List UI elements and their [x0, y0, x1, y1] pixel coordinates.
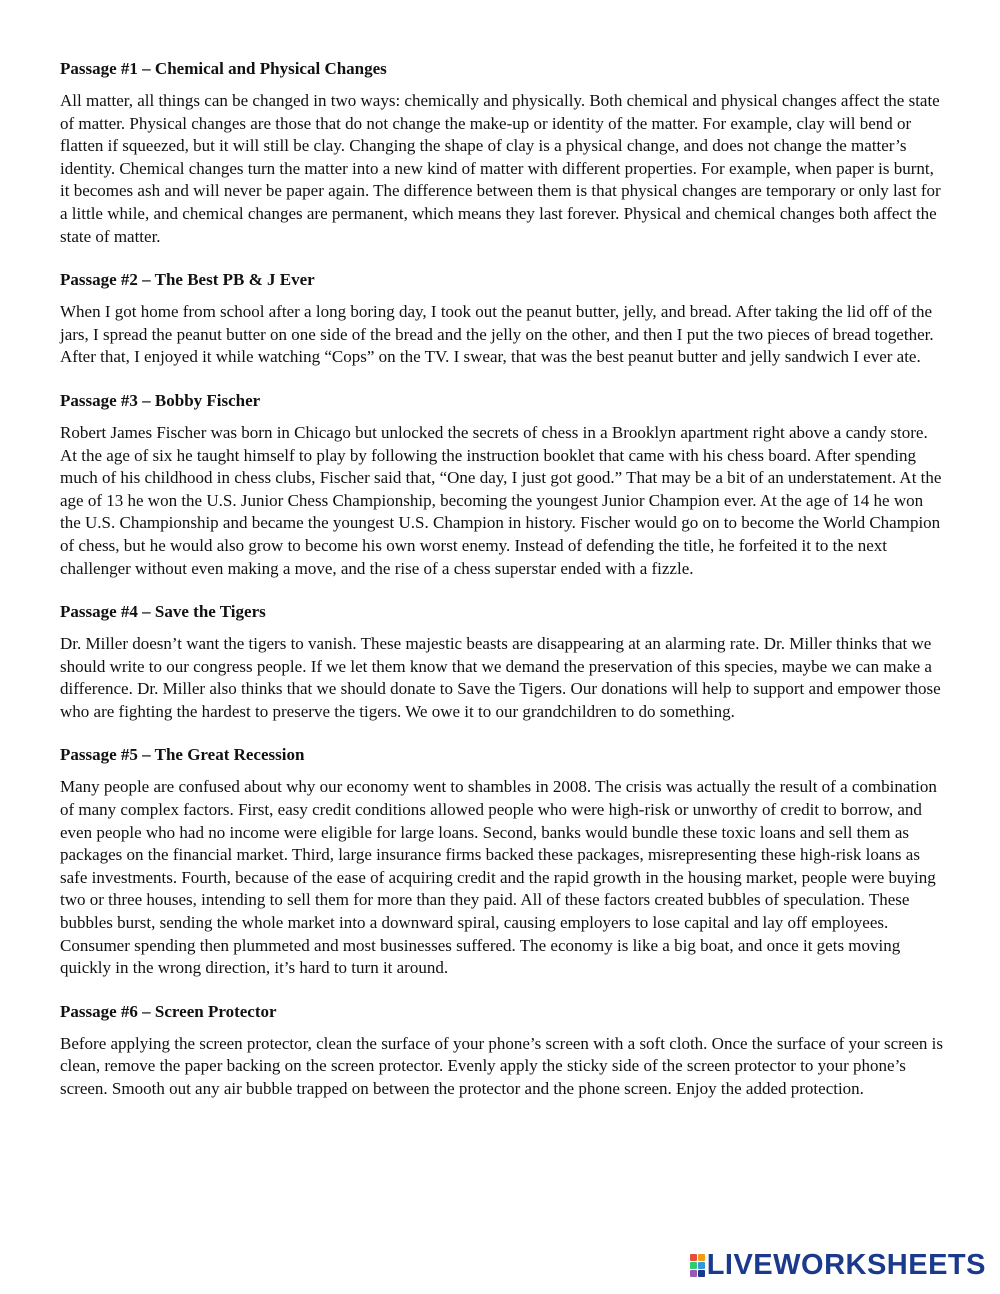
passage-text: Before applying the screen protector, clean the surface of your phone’s screen with a soft cloth. Once the surface of your screen is clean, remove the paper backing on the screen protector. Evenly apply the sticky side of the screen protector to your phone’s screen. Smooth out any air bubble trapped on between the protector and the phone screen. Enjoy the added protection. [60, 1033, 943, 1098]
logo-tile [690, 1254, 697, 1261]
passage-6 [60, 1001, 945, 1101]
passage-title: Passage #5 – The Great Recession [60, 745, 305, 765]
logo-tile [698, 1254, 705, 1261]
passage-title: Passage #4 – Save the Tigers [60, 602, 266, 622]
passage-title: Passage #6 – Screen Protector [60, 1001, 277, 1021]
worksheet-page [60, 58, 945, 1122]
passage-1 [60, 58, 945, 248]
passage-text: Robert James Fischer was born in Chicago but unlocked the secrets of chess in a Brooklyn apartment right above a candy store. At the age of six he taught himself to play by following the instruction booklet that came with his chess board. After spending much of his childhood in chess clubs, Fischer said that, “One day, I just got good.” That may be a bit of an understatement. At the age of 13 he won the U.S. Junior Chess Championship, becoming the youngest Junior Champion ever. At the age of 14 he won the U.S. Championship and became the youngest U.S. Champion in history. Fischer would go on to become the World Champion of chess, but he would also grow to become his own worst enemy. Instead of defending the title, he forfeited it to the next challenger without even making a move, and the rise of a chess superstar ended with a fizzle. [60, 422, 942, 578]
logo-tile [690, 1270, 697, 1277]
passage-5 [60, 744, 945, 979]
liveworksheets-logo[interactable] [690, 1250, 986, 1280]
passage-text: Many people are confused about why our economy went to shambles in 2008. The crisis was actually the result of a combination of many complex factors. First, easy credit conditions allowed people who were high-risk or unworthy of credit to borrow, and even people who had no income were eligible for large loans. Second, banks would bundle these toxic loans and sell them as packages on the financial market. Third, large insurance firms backed these packages, misrepresenting these high-risk loans as safe investments. Fourth, because of the ease of acquiring credit and the rapid growth in the housing market, people were buying two or three houses, intending to sell them for more than they paid. All of these factors created bubbles of speculation. These bubbles burst, sending the whole market into a downward spiral, causing employers to lose capital and lay off employees. Consumer spending then plummeted and most businesses suffered. The economy is like a big boat, and once it gets moving quickly in the wrong direction, it’s hard to turn it around. [60, 777, 937, 978]
logo-tile [698, 1270, 705, 1277]
logo-tile [690, 1262, 697, 1269]
passage-title: Passage #3 – Bobby Fischer [60, 390, 261, 410]
passage-title: Passage #2 – The Best PB & J Ever [60, 270, 315, 290]
passage-text: When I got home from school after a long boring day, I took out the peanut butter, jelly, and bread. After taking the lid off of the jars, I spread the peanut butter on one side of the bread and the jelly on the other, and then I put the two pieces of bread together. After that, I enjoyed it while watching “Cops” on the TV. I swear, that was the best peanut butter and jelly sandwich I ever ate. [60, 302, 934, 367]
passage-title: Passage #1 – Chemical and Physical Changes [60, 59, 387, 78]
passage-2 [60, 269, 945, 369]
passage-3 [60, 390, 945, 580]
passage-text: All matter, all things can be changed in two ways: chemically and physically. Both chemical and physical changes affect the state of matter. Physical changes are those that do not change the make-up or identity of the matter. For example, clay will bend or flatten if squeezed, but it will still be clay. Changing the shape of clay is a physical change, and does not change the matter’s identity. Chemical changes turn the matter into a new kind of matter with different properties. For example, when paper is burnt, it becomes ash and will never be paper again. The difference between them is that physical changes are temporary or only last for a little while, and chemical changes are permanent, which means they last forever. Physical and chemical changes both affect the state of matter. [60, 91, 941, 246]
liveworksheets-logo-text: LIVEWORKSHEETS [706, 1249, 986, 1281]
passage-4 [60, 601, 945, 723]
liveworksheets-logo-icon [690, 1254, 705, 1277]
passage-text: Dr. Miller doesn’t want the tigers to vanish. These majestic beasts are disappearing at an alarming rate. Dr. Miller thinks that we should write to our congress people. If we let them know that we demand the preservation of this species, maybe we can make a difference. Dr. Miller also thinks that we should donate to Save the Tigers. Our donations will help to support and empower those who are fighting the hardest to preserve the tigers. We owe it to our grandchildren to do something. [60, 634, 941, 721]
logo-tile [698, 1262, 705, 1269]
